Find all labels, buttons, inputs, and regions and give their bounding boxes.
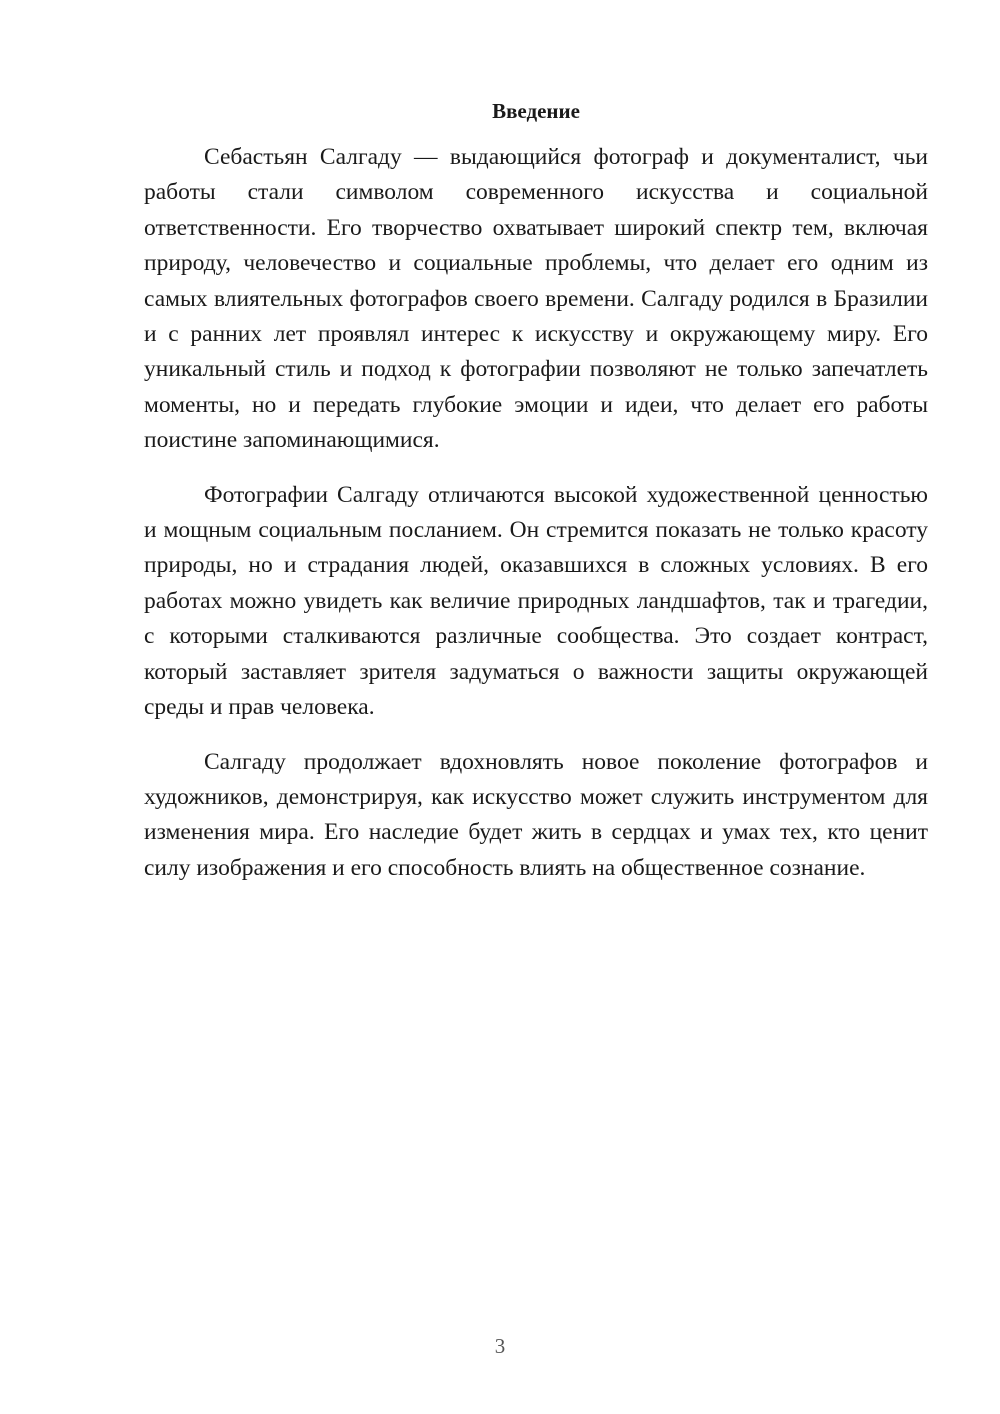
paragraph-3: Салгаду продолжает вдохновлять новое поколение фотографов и художников, демонстрируя, как искусство может служить инструментом для изменения мира. Его наследие будет жить в сердцах и умах тех, кто ценит силу изображения и его способность влиять на общественное сознание. bbox=[144, 748, 928, 881]
paragraph-2: Фотографии Салгаду отличаются высокой художественной ценностью и мощным социальным посланием. Он стремится показать не только красоту природы, но и страдания людей, оказавшихся в сложных условиях. В его работах можно увидеть как величие природных ландшафтов, так и трагедии, с которыми сталкиваются различные сообщества. Это создает контраст, который заставляет зрителя задуматься о важности защиты окружающей среды и прав человека. bbox=[144, 481, 928, 721]
page-content bbox=[144, 96, 928, 905]
paragraph-1: Себастьян Салгаду — выдающийся фотограф и документалист, чьи работы стали символом современного искусства и социальной ответственности. Его творчество охватывает широкий спектр тем, включая природу, человечество и социальные проблемы, что делает его одним из самых влиятельных фотографов своего времени. Салгаду родился в Бразилии и с ранних лет проявлял интерес к искусству и окружающему миру. Его уникальный стиль и подход к фотографии позволяют не только запечатлеть моменты, но и передать глубокие эмоции и идеи, что делает его работы поистине запоминающимися. bbox=[144, 144, 928, 454]
section-heading: Введение bbox=[492, 99, 580, 123]
page-number: 3 bbox=[494, 1334, 506, 1358]
